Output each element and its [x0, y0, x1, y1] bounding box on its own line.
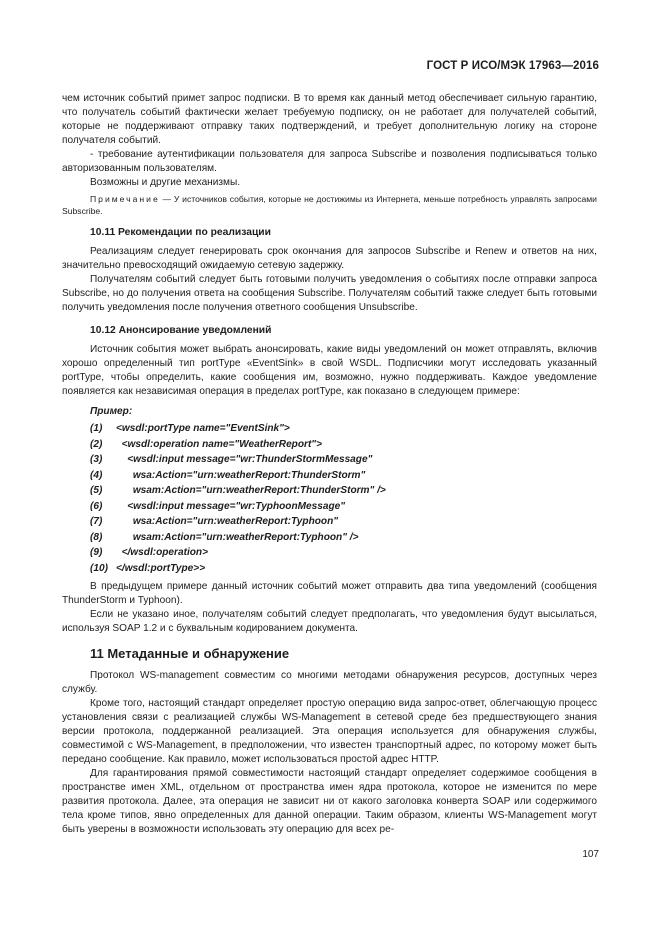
standard-header: ГОСТ Р ИСО/МЭК 17963—2016: [426, 60, 599, 72]
code-line: [90, 545, 597, 561]
code-line-text: wsa:Action="urn:weatherReport:Typhoon": [116, 516, 339, 527]
code-line-number: (3): [90, 454, 103, 465]
note: [62, 193, 597, 217]
code-line-number: (6): [90, 500, 103, 512]
code-line: [90, 421, 597, 437]
code-line: [90, 437, 597, 453]
code-line-number: (4): [90, 469, 103, 481]
code-line-text: </wsdl:operation>: [116, 547, 208, 558]
section-11-paragraph-1: Протокол WS-management совместим со многими методами обнаружения ресурсов, доступных через службу.: [62, 670, 597, 695]
note-text: — У источников события, которые не достижимы из Интернета, меньше потребность управлять запросами Subscribe.: [62, 194, 597, 216]
intro-paragraph-1: чем источник событий примет запрос подписки. В то время как данный метод обеспечивает сильную гарантию, что получатель событий фактически желает требуемую подписку, он не работает для получателей событий, которые не поддерживают отправку таких подтверждений, и требует дополнительную логику на стороне получателя событий.: [62, 93, 597, 146]
page-number: 107: [582, 849, 599, 860]
code-line-number: (5): [90, 485, 103, 496]
code-line-text: wsam:Action="urn:weatherReport:Typhoon" />: [116, 531, 359, 543]
code-line-text: wsa:Action="urn:weatherReport:ThunderStorm": [116, 469, 366, 481]
section-11-paragraph-2: Кроме того, настоящий стандарт определяет простую операцию вида запрос-ответ, облегчающую процесс установления связи с реализацией службы WS-Management в сетевой среде без предшествующего знания версии протокола, поддержанной реализацией. Эта операция используется для обнаружения службы, совместимой с WS-Management, в предположении, что известен транспортный адрес, по которому может быть передано сообщение. Как правило, может использоваться простой адрес HTTP.: [62, 698, 597, 765]
code-line-number: (7): [90, 516, 103, 527]
code-line: [90, 499, 597, 515]
code-line-number: (8): [90, 531, 103, 543]
intro-paragraph-3: Возможны и другие механизмы.: [90, 177, 241, 188]
section-11-paragraph-3: Для гарантирования прямой совместимости настоящий стандарт определяет содержимое сообщения в пространстве имен XML, отдельном от пространства имен ядра протокола, которое не изменится по мере развития протокола. Далее, эта операция не зависит ни от какого заголовка конверта SOAP или содержимого тела кроме типов, явно определенных для данной операции. Таким образом, клиенты WS-Management могут быть уверены в возможности использовать эту операцию для всех ре-: [62, 768, 597, 835]
code-line: [90, 483, 597, 499]
code-line-number: (9): [90, 547, 103, 558]
code-line-text: <wsdl:input message="wr:ThunderStormMessage": [116, 454, 373, 465]
section-10-12-paragraph-2: В предыдущем примере данный источник событий может отправить два типа уведомлений (сообщения ThunderStorm и Typhoon).: [62, 581, 597, 606]
example-title: Пример:: [90, 406, 133, 417]
code-line: [90, 452, 597, 468]
section-10-11-paragraph-2: Получателям событий следует быть готовыми получить уведомления о событиях после отправки запроса Subscribe, но до получения ответа на сообщения Subscribe. Получателям событий также следует быть готовыми получить уведомления после получения ответного сообщения Unsubscribe.: [62, 274, 597, 313]
code-line-number: (10): [90, 562, 108, 574]
code-line: [90, 530, 597, 546]
code-line: [90, 468, 597, 484]
code-line-text: <wsdl:portType name="EventSink">: [116, 423, 290, 434]
code-line-text: </wsdl:portType>>: [116, 562, 206, 574]
section-10-12-heading: 10.12 Анонсирование уведомлений: [90, 325, 272, 336]
code-example: [62, 405, 597, 576]
code-line-number: (2): [90, 438, 103, 450]
note-label: Примечание: [90, 194, 160, 204]
section-11-heading: 11 Метаданные и обнаружение: [90, 646, 290, 661]
code-line: [90, 561, 597, 577]
section-10-11-heading: 10.11 Рекомендации по реализации: [90, 227, 271, 238]
section-10-11-paragraph-1: Реализациям следует генерировать срок окончания для запросов Subscribe и Renew и ответов на них, значительно превосходящий ожидаемую сетевую задержку.: [62, 246, 597, 271]
code-line-text: <wsdl:operation name="WeatherReport">: [116, 438, 322, 450]
page-content: [62, 92, 597, 837]
section-10-12-paragraph-3: Если не указано иное, получателям событий следует предполагать, что уведомления будут высылаться, используя SOAP 1.2 и с буквальным кодированием документа.: [62, 609, 597, 634]
intro-paragraph-2: - требование аутентификации пользователя для запроса Subscribe и позволения подписываться только авторизованным пользователям.: [62, 149, 597, 174]
section-10-12-paragraph-1: Источник события может выбрать анонсировать, какие виды уведомлений он может отправлять, включив хорошо определенный тип portType «EventSink» в свой WSDL. Подписчики могут исследовать указанный portType, чтобы определить, какие сообщения им, возможно, нужно поддерживать. Каждое уведомление появляется как независимая операция в пределах portType, как показано в следующем примере:: [62, 344, 597, 397]
code-line-text: <wsdl:input message="wr:TyphoonMessage": [116, 500, 346, 512]
code-line-number: (1): [90, 423, 103, 434]
code-line-text: wsam:Action="urn:weatherReport:ThunderStorm" />: [116, 485, 386, 496]
code-line: [90, 514, 597, 530]
